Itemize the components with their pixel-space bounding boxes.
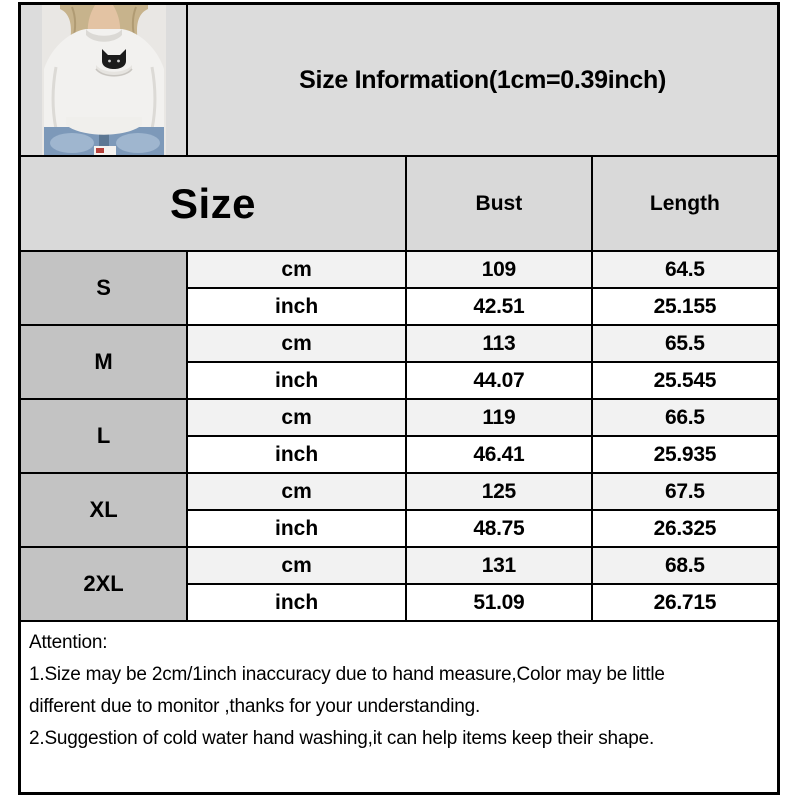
- table-row-m-cm: [20, 325, 779, 362]
- size-label-s: S: [20, 251, 188, 325]
- bust-cm-value: 119: [406, 399, 592, 436]
- attention-line-3: 2.Suggestion of cold water hand washing,it can help items keep their shape.: [29, 728, 655, 749]
- column-header-size: Size: [20, 156, 407, 251]
- product-photo: [42, 5, 166, 155]
- attention-row: [20, 621, 779, 794]
- table-row-l-cm: [20, 399, 779, 436]
- size-label-m: M: [20, 325, 188, 399]
- unit-label-inch: inch: [187, 436, 406, 473]
- unit-label-inch: inch: [187, 510, 406, 547]
- size-information-table: [18, 2, 780, 795]
- bust-inch-value: 42.51: [406, 288, 592, 325]
- unit-label-cm: cm: [187, 325, 406, 362]
- table-row-xl-cm: [20, 473, 779, 510]
- unit-label-inch: inch: [187, 288, 406, 325]
- bust-cm-value: 109: [406, 251, 592, 288]
- table-row-s-cm: [20, 251, 779, 288]
- unit-label-cm: cm: [187, 547, 406, 584]
- attention-line-2: different due to monitor ,thanks for your understanding.: [29, 696, 481, 717]
- length-cm-value: 68.5: [592, 547, 779, 584]
- length-cm-value: 67.5: [592, 473, 779, 510]
- unit-label-cm: cm: [187, 473, 406, 510]
- unit-label-inch: inch: [187, 362, 406, 399]
- product-photo-cell: [20, 4, 188, 157]
- unit-label-cm: cm: [187, 251, 406, 288]
- attention-line-1: 1.Size may be 2cm/1inch inaccuracy due to hand measure,Color may be little: [29, 664, 665, 685]
- length-cm-value: 64.5: [592, 251, 779, 288]
- length-inch-value: 25.155: [592, 288, 779, 325]
- length-inch-value: 26.715: [592, 584, 779, 621]
- attention-title: Attention:: [29, 632, 108, 653]
- bust-cm-value: 113: [406, 325, 592, 362]
- size-label-2xl: 2XL: [20, 547, 188, 621]
- unit-label-inch: inch: [187, 584, 406, 621]
- column-header-bust: Bust: [406, 156, 592, 251]
- bust-inch-value: 44.07: [406, 362, 592, 399]
- bust-cm-value: 125: [406, 473, 592, 510]
- length-cm-value: 66.5: [592, 399, 779, 436]
- bust-inch-value: 46.41: [406, 436, 592, 473]
- attention-section: [20, 621, 779, 794]
- title-row: [20, 4, 779, 157]
- size-info-title: Size Information(1cm=0.39inch): [187, 4, 778, 157]
- length-cm-value: 65.5: [592, 325, 779, 362]
- bust-inch-value: 51.09: [406, 584, 592, 621]
- column-header-length: Length: [592, 156, 779, 251]
- bust-cm-value: 131: [406, 547, 592, 584]
- length-inch-value: 26.325: [592, 510, 779, 547]
- length-inch-value: 25.935: [592, 436, 779, 473]
- table-row-2xl-cm: [20, 547, 779, 584]
- bust-inch-value: 48.75: [406, 510, 592, 547]
- size-label-xl: XL: [20, 473, 188, 547]
- column-header-row: [20, 156, 779, 251]
- size-label-l: L: [20, 399, 188, 473]
- length-inch-value: 25.545: [592, 362, 779, 399]
- unit-label-cm: cm: [187, 399, 406, 436]
